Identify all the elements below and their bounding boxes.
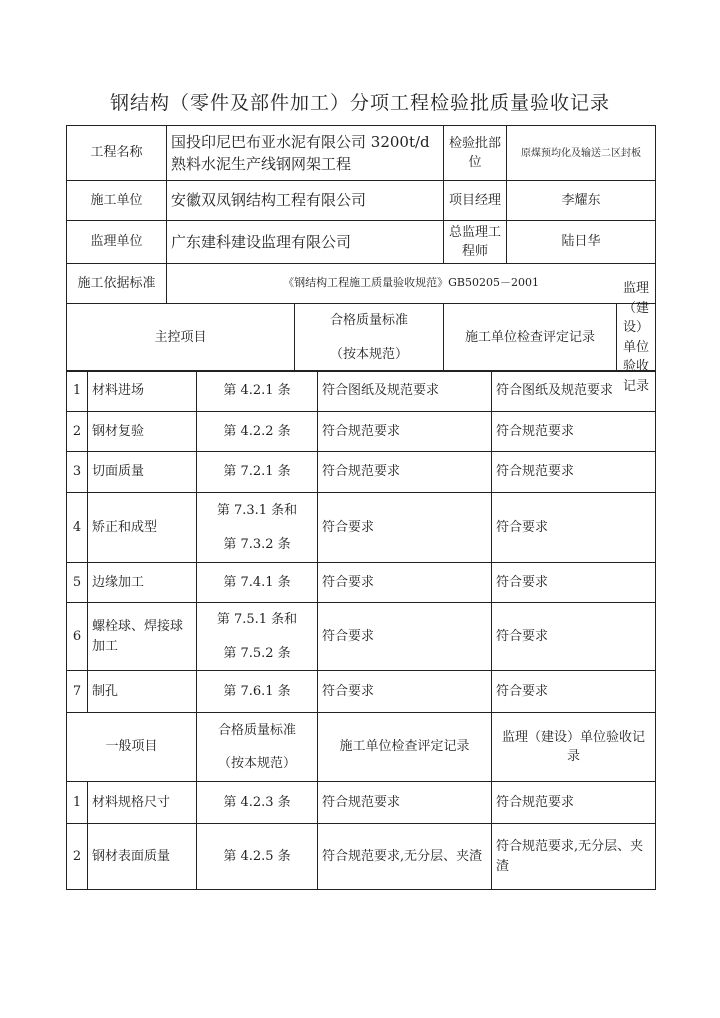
- supervision-unit-label: 监理单位: [67, 221, 167, 264]
- main-row-6-accept: 符合要求: [492, 603, 656, 671]
- table-row: [67, 603, 656, 671]
- project-name-value: [167, 126, 444, 181]
- main-standard-header: [295, 304, 444, 372]
- general-row-2-standard: 第 4.2.5 条: [197, 824, 318, 890]
- general-row-2-accept: 符合规范要求,无分层、夹渣: [492, 824, 656, 890]
- main-row-4-no: 4: [67, 493, 88, 563]
- main-row-7-standard: 第 7.6.1 条: [197, 671, 318, 713]
- standard-label: 施工依据标准: [67, 264, 167, 304]
- batch-location-value: 原煤预均化及输送二区封板: [507, 126, 656, 181]
- general-construction-check-header: 施工单位检查评定记录: [318, 713, 492, 782]
- general-row-2-name: 钢材表面质量: [88, 824, 197, 890]
- main-row-4-check: 符合要求: [318, 493, 492, 563]
- project-manager-value: 李耀东: [507, 181, 656, 221]
- main-row-4-standard: [197, 493, 318, 563]
- general-row-2-check: 符合规范要求,无分层、夹渣: [318, 824, 492, 890]
- general-row-1-accept: 符合规范要求: [492, 782, 656, 824]
- main-standard-header-line2: （按本规范）: [330, 346, 409, 362]
- main-standard-header-line1: 合格质量标准: [330, 313, 409, 328]
- main-row-3-no: 3: [67, 452, 88, 493]
- main-row-5-name: 边缘加工: [88, 563, 197, 603]
- table-row: [67, 493, 656, 563]
- general-row-1-standard: 第 4.2.3 条: [197, 782, 318, 824]
- supervision-unit-value: 广东建科建设监理有限公司: [167, 221, 444, 264]
- main-row-2-no: 2: [67, 412, 88, 452]
- general-row-1-name: 材料规格尺寸: [88, 782, 197, 824]
- general-row-1-check: 符合规范要求: [318, 782, 492, 824]
- main-row-1-no: 1: [67, 371, 88, 412]
- project-name-label: 工程名称: [67, 126, 167, 181]
- general-row-1-no: 1: [67, 782, 88, 824]
- table-row: [67, 782, 656, 824]
- batch-location-label: 检验批部位: [444, 126, 507, 181]
- general-standard-header-line1: 合格质量标准: [217, 722, 296, 738]
- table-row: [67, 563, 656, 603]
- main-row-6-standard: [197, 603, 318, 671]
- main-row-2-standard: 第 4.2.2 条: [197, 412, 318, 452]
- main-row-3-name: 切面质量: [88, 452, 197, 493]
- main-row-3-standard: 第 7.2.1 条: [197, 452, 318, 493]
- main-row-5-check: 符合要求: [318, 563, 492, 603]
- main-row-7-name: 制孔: [88, 671, 197, 713]
- chief-engineer-value: 陆日华: [507, 221, 656, 264]
- general-items-header: [67, 713, 656, 782]
- main-row-2-name: 钢材复验: [88, 412, 197, 452]
- project-name-line2: 熟料水泥生产线钢网架工程: [171, 155, 352, 173]
- main-row-6-no: 6: [67, 603, 88, 671]
- construction-unit-value: 安徽双凤钢结构工程有限公司: [167, 181, 444, 221]
- main-row-3-check: 符合规范要求: [318, 452, 492, 493]
- main-row-6-standard-line2: 第 7.5.2 条: [223, 645, 291, 661]
- main-row-4-standard-line2: 第 7.3.2 条: [223, 536, 291, 552]
- main-row-1-check: 符合图纸及规范要求: [318, 371, 492, 412]
- project-name-line1: 国投印尼巴布亚水泥有限公司 3200t/d: [171, 132, 430, 151]
- page-title: 钢结构（零件及部件加工）分项工程检验批质量验收记录: [109, 92, 610, 114]
- main-row-6-name: 螺栓球、焊接球加工: [88, 603, 197, 671]
- general-supervision-check-header: 监理（建设）单位验收记录: [492, 713, 656, 782]
- table-row: [67, 671, 656, 713]
- main-supervision-check-header: 监理（建设）单位验收记录: [623, 281, 650, 394]
- info-row-project: [67, 126, 656, 181]
- standard-value: 《钢结构工程施工质量验收规范》GB50205－2001: [167, 264, 656, 304]
- table-row: [67, 371, 656, 412]
- main-row-3-accept: 符合规范要求: [492, 452, 656, 493]
- main-construction-check-header: 施工单位检查评定记录: [444, 304, 617, 371]
- chief-engineer-label: 总监理工程师: [444, 221, 507, 264]
- items-table: [66, 370, 656, 890]
- general-item-header: 一般项目: [67, 713, 197, 782]
- table-row: [67, 412, 656, 452]
- general-standard-header-line2: （按本规范）: [217, 756, 296, 771]
- construction-unit-label: 施工单位: [67, 181, 167, 221]
- main-items-header: [67, 304, 656, 372]
- main-row-2-check: 符合规范要求: [318, 412, 492, 452]
- table-row: [67, 824, 656, 890]
- main-row-7-check: 符合要求: [318, 671, 492, 713]
- main-row-7-no: 7: [67, 671, 88, 713]
- main-row-7-accept: 符合要求: [492, 671, 656, 713]
- main-row-5-accept: 符合要求: [492, 563, 656, 603]
- main-row-6-standard-line1: 第 7.5.1 条和: [216, 612, 298, 627]
- general-row-2-no: 2: [67, 824, 88, 890]
- general-standard-header: [197, 713, 318, 782]
- main-row-4-standard-line1: 第 7.3.1 条和: [216, 503, 298, 518]
- info-row-supervision: [67, 221, 656, 264]
- main-row-6-check: 符合要求: [318, 603, 492, 671]
- main-row-2-accept: 符合规范要求: [492, 412, 656, 452]
- table-row: [67, 452, 656, 493]
- project-manager-label: 项目经理: [444, 181, 507, 221]
- main-row-5-no: 5: [67, 563, 88, 603]
- main-row-4-accept: 符合要求: [492, 493, 656, 563]
- main-row-1-standard: 第 4.2.1 条: [197, 371, 318, 412]
- main-row-1-accept: 符合图纸及规范要求: [492, 371, 656, 412]
- info-row-standard: [67, 264, 656, 304]
- main-row-5-standard: 第 7.4.1 条: [197, 563, 318, 603]
- main-row-4-name: 矫正和成型: [88, 493, 197, 563]
- main-row-1-name: 材料进场: [88, 371, 197, 412]
- main-item-header: 主控项目: [67, 304, 295, 372]
- info-row-construction: [67, 181, 656, 221]
